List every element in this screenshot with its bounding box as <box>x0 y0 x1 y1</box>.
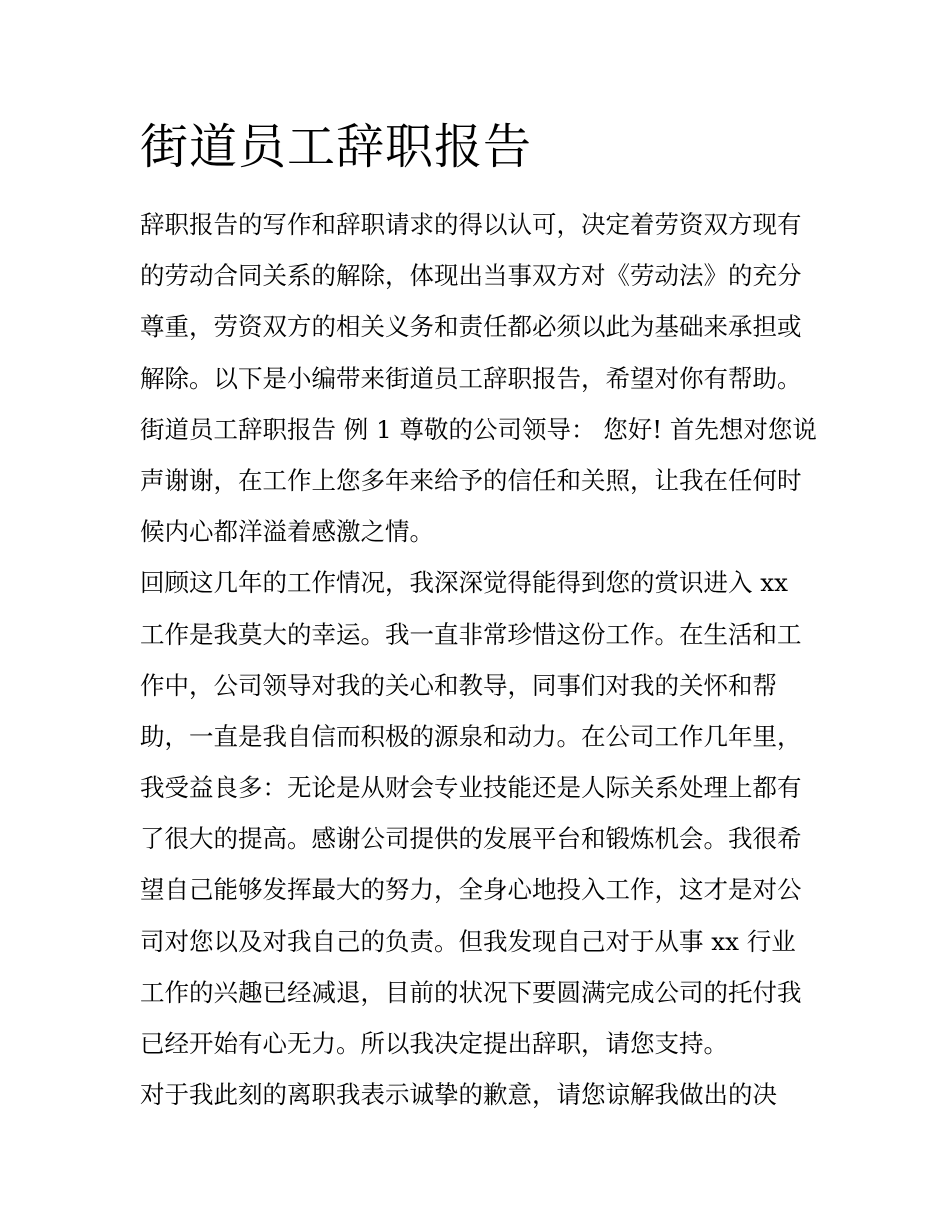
body-line: 街道员工辞职报告 例 1 尊敬的公司领导： 您好! 首先想对您说 <box>140 414 817 444</box>
document-title: 街道员工辞职报告 <box>140 119 533 175</box>
body-line: 工作是我莫大的幸运。我一直非常珍惜这份工作。在生活和工 <box>140 619 802 649</box>
body-line: 工作的兴趣已经减退，目前的状况下要圆满完成公司的托付我 <box>140 977 802 1007</box>
document-body <box>140 199 820 1120</box>
body-line: 声谢谢，在工作上您多年来给予的信任和关照，让我在任何时 <box>140 465 802 495</box>
body-line: 已经开始有心无力。所以我决定提出辞职，请您支持。 <box>140 1029 728 1058</box>
body-line: 司对您以及对我自己的负责。但我发现自己对于从事 xx 行业 <box>140 926 796 956</box>
body-line: 辞职报告的写作和辞职请求的得以认可，决定着劳资双方现有 <box>140 210 802 239</box>
body-line: 助，一直是我自信而积极的源泉和动力。在公司工作几年里， <box>140 721 802 751</box>
body-line: 候内心都洋溢着感激之情。 <box>140 517 434 547</box>
body-line: 了很大的提高。感谢公司提供的发展平台和锻炼机会。我很希 <box>140 824 802 854</box>
body-line: 作中，公司领导对我的关心和教导，同事们对我的关怀和帮 <box>140 670 777 700</box>
body-line: 的劳动合同关系的解除，体现出当事双方对《劳动法》的充分 <box>140 261 802 291</box>
body-line: 回顾这几年的工作情况，我深深觉得能得到您的赏识进入 xx <box>140 568 788 598</box>
body-line: 解除。以下是小编带来街道员工辞职报告，希望对你有帮助。 <box>140 363 802 393</box>
body-line: 望自己能够发挥最大的努力，全身心地投入工作，这才是对公 <box>140 875 802 905</box>
body-line: 对于我此刻的离职我表示诚挚的歉意，请您谅解我做出的决 <box>140 1080 777 1110</box>
body-line: 尊重，劳资双方的相关义务和责任都必须以此为基础来承担或 <box>140 312 802 342</box>
body-line: 我受益良多：无论是从财会专业技能还是人际关系处理上都有 <box>140 773 802 803</box>
